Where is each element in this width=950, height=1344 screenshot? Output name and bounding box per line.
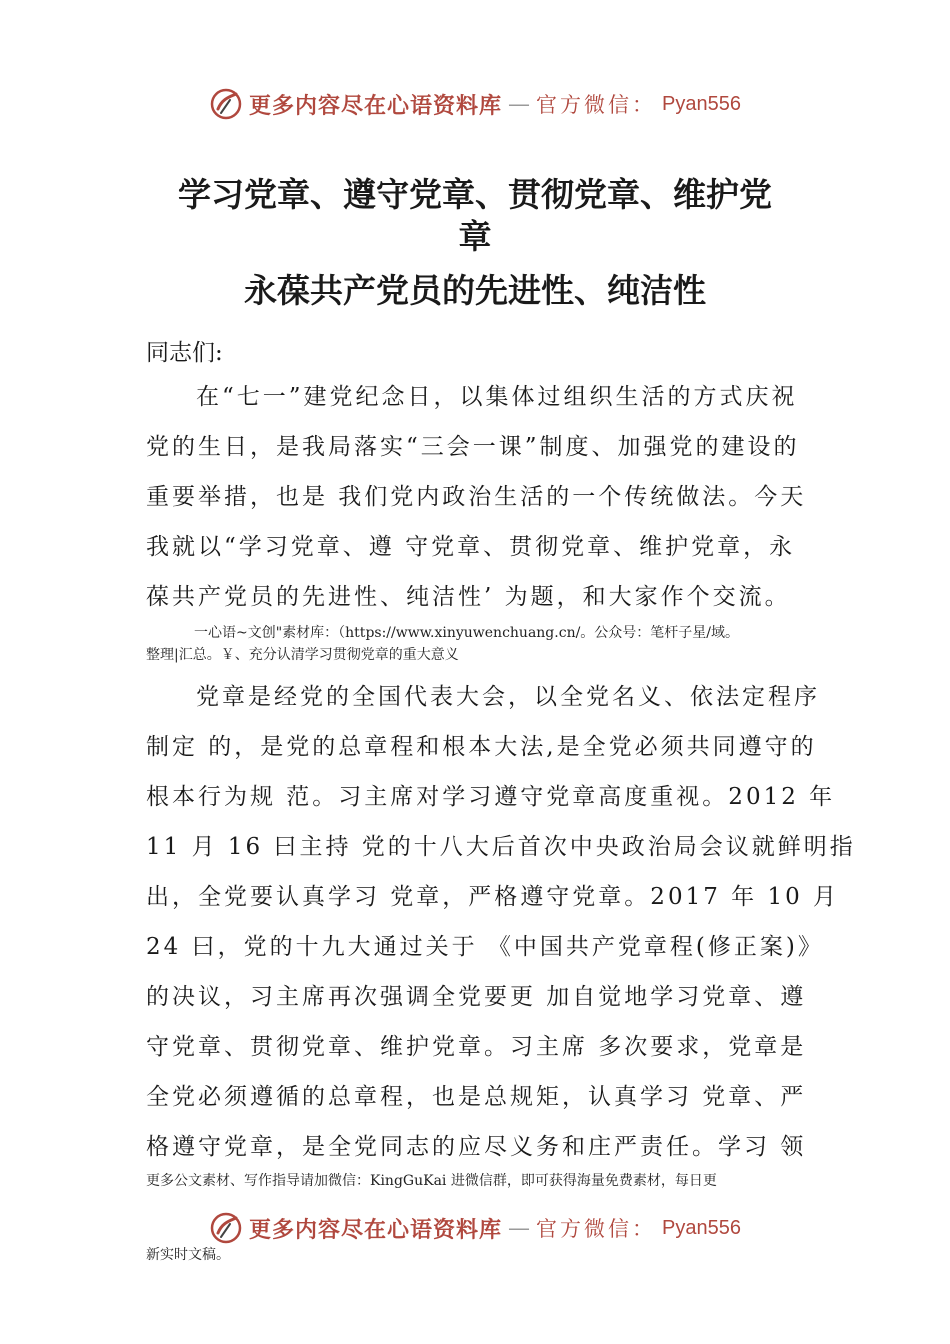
banner-wechat-label: 官方微信： [536,1217,657,1241]
footer-tail [146,1244,816,1266]
footer-banner [0,1208,950,1248]
paragraph-line: 的决议，习主席再次强调全党要更 加自觉地学习党章、遵 [146,984,807,1010]
banner-separator: — [508,1215,531,1241]
title-line-1: 学习党章、遵守党章、贯彻党章、维护党 [178,175,772,214]
paragraph-line: 24 曰，党的十九大通过关于 《中国共产党章程(修正案)》 [146,934,824,960]
paragraph-line: 葆共产党员的先进性、纯洁性’ 为题，和大家作个交流。 [146,584,791,610]
footer-tail-line: 新实时文稿。 [146,1247,230,1263]
banner-wechat-id: Pyan556 [662,92,741,115]
paragraph-line: 守党章、贯彻党章、维护党章。习主席 多次要求，党章是 [146,1034,807,1060]
logo-icon [209,87,243,121]
paragraph-line: 我就以“学习党章、遵 守党章、贯彻党章、维护党章，永 [146,534,796,560]
paragraph-line: 制定 的，是党的总章程和根本大法,是全党必须共同遵守的 [146,734,817,760]
footer-note [146,1170,816,1192]
banner-text: 更多内容尽在心语资料库 [249,1216,503,1243]
title-line-3: 永葆共产党员的先进性、纯洁性 [244,271,706,310]
paragraph-line: 在“七一”建党纪念日，以集体过组织生活的方式庆祝 [196,384,798,410]
source-note [146,622,816,666]
paragraph-line: 全党必须遵循的总章程，也是总规矩，认真学习 党章、严 [146,1084,807,1110]
paragraph-line: 出，全党要认真学习 党章，严格遵守党章。2017 年 10 月 [146,884,840,910]
salutation: 同志们: [146,340,223,366]
paragraph-line: 重要举措，也是 我们党内政治生活的一个传统做法。今天 [146,484,807,510]
logo-icon [209,1211,243,1245]
banner-wechat-label: 官方微信： [536,93,657,117]
banner-separator: — [508,91,531,117]
title-line-2: 章 [458,217,492,256]
paragraph-line: 根本行为规 范。习主席对学习遵守党章高度重视。2012 年 [146,784,836,810]
banner-wechat-id: Pyan556 [662,1216,741,1239]
paragraph-line: 11 月 16 曰主持 党的十八大后首次中央政治局会议就鲜明指 [146,834,856,860]
source-note-line: 整理|汇总。￥、充分认清学习贯彻党章的重大意义 [146,647,459,663]
page-title [145,174,805,312]
paragraph-line: 格遵守党章，是全党同志的应尽义务和庄严责任。学习 领 [146,1134,807,1160]
header-banner [0,84,950,124]
paragraph-line: 党的生日，是我局落实“三会一课”制度、加强党的建设的 [146,434,800,460]
banner-text: 更多内容尽在心语资料库 [249,92,503,119]
footer-note-line: 更多公文素材、写作指导请加微信：KingGuKai 进微信群，即可获得海量免费素材，每日更 [146,1173,717,1189]
paragraph-line: 党章是经党的全国代表大会，以全党名义、依法定程序 [196,684,820,710]
paragraph-2 [146,672,856,1172]
source-note-line: 一心语~文创"素材库：（https://www.xinyuwenchuang.cn/。公众号：笔杆子星/域。 [194,625,740,641]
paragraph-1 [146,372,808,622]
